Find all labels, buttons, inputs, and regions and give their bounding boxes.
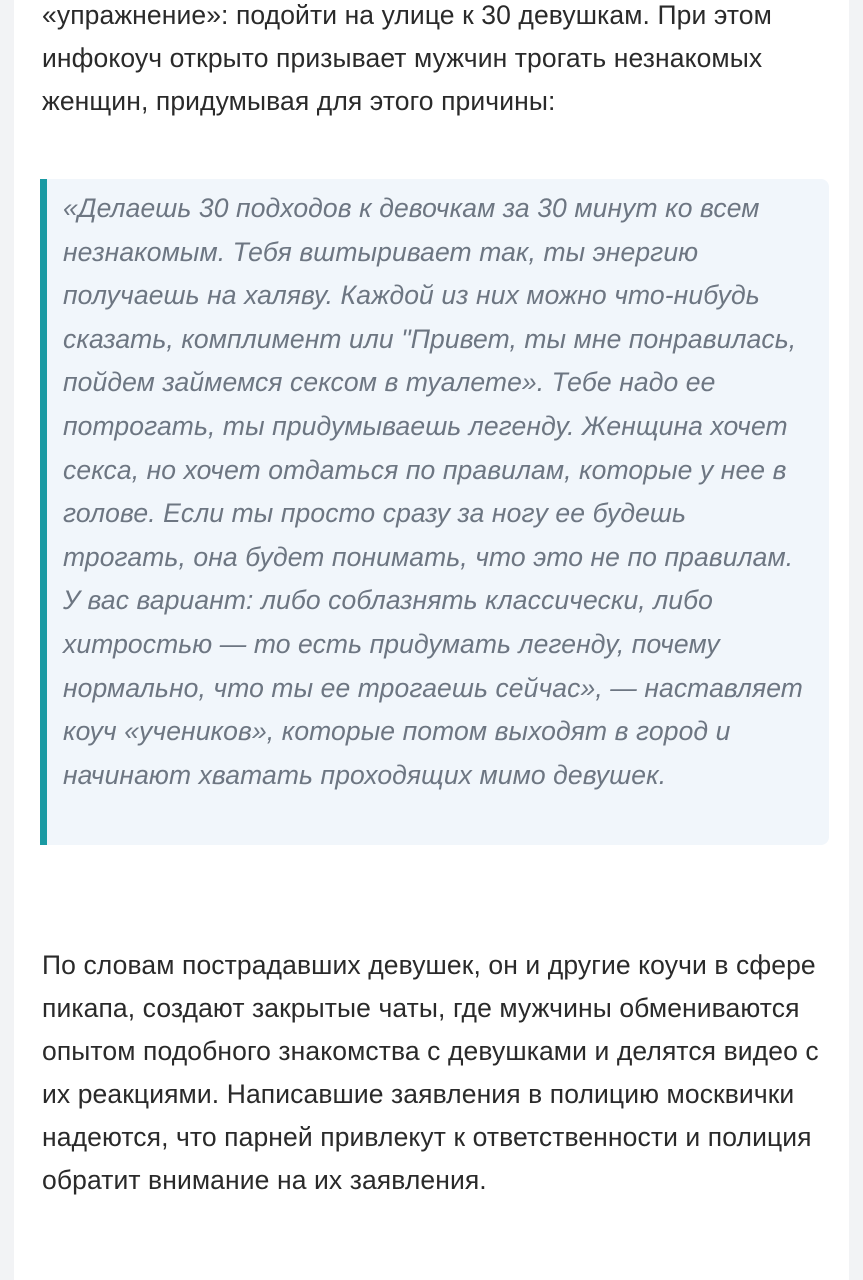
blockquote-accent-bar	[40, 179, 47, 845]
blockquote-text: «Делаешь 30 подходов к девочкам за 30 минут ко всем незнакомым. Тебя вштыривает так, ты энергию получаешь на халяву. Каждой из них можно что-нибудь сказать, комплимент или "Привет, ты мне понравилась, пойдем займемся сексом в туалете». Тебе надо ее потрогать, ты придумываешь легенду. Женщина хочет секса, но хочет отдаться по правилам, которые у нее в голове. Если ты просто сразу за ногу ее будешь трогать, она будет понимать, что это не по правилам. У вас вариант: либо соблазнять классически, либо хитростью — то есть придумать легенду, почему нормально, что ты ее трогаешь сейчас», — наставляет коуч «учеников», которые потом выходят в город и начинают хватать проходящих мимо девушек.	[63, 193, 803, 790]
article-paragraph-intro: «упражнение»: подойти на улице к 30 девушкам. При этом инфокоуч открыто призывает мужчин трогать незнакомых женщин, придумывая для этого причины:	[42, 0, 772, 116]
article-blockquote	[40, 179, 829, 845]
article-paragraph-conclusion: По словам пострадавших девушек, он и другие коучи в сфере пикапа, создают закрытые чаты, где мужчины обмениваются опытом подобного знакомства с девушками и делятся видео с их реакциями. Написавшие заявления в полицию москвички надеются, что парней привлекут к ответственности и полиция обратит внимание на их заявления.	[42, 950, 819, 1195]
